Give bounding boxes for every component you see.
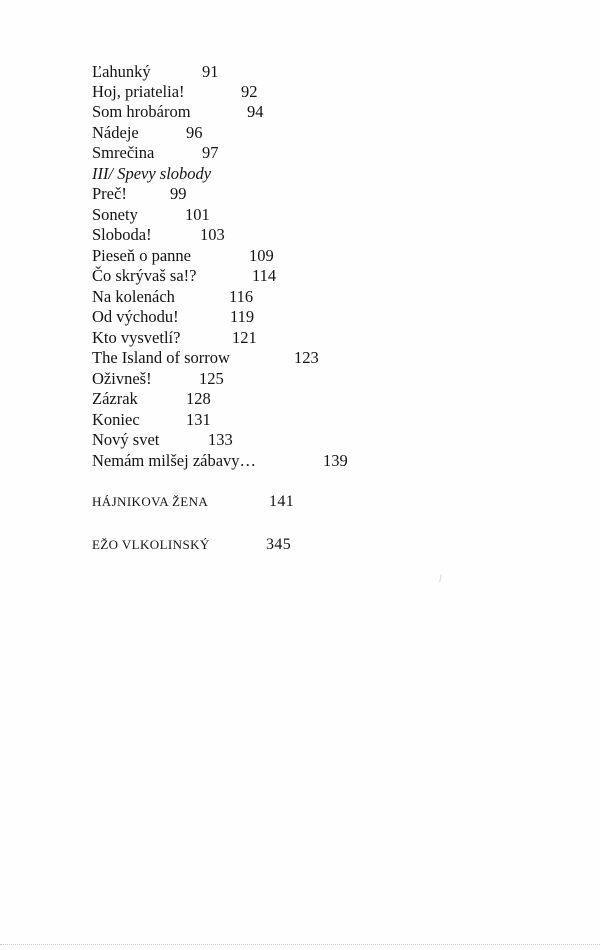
entry-title: Nádeje xyxy=(92,123,139,142)
entry-page-number: 131 xyxy=(186,410,211,429)
entry-title: Oživneš! xyxy=(92,369,152,388)
entry-page-number: 128 xyxy=(186,389,211,408)
entry-page-number: 114 xyxy=(252,266,277,285)
work-title: EŽO VLKOLINSKÝ xyxy=(92,537,210,552)
work-title: HÁJNIKOVA ŽENA xyxy=(92,494,209,509)
work-page-number: 141 xyxy=(269,493,295,510)
entry-page-number: 139 xyxy=(323,451,348,470)
entry-page-number: 101 xyxy=(185,205,210,224)
entry-title: Kto vysvetlí? xyxy=(92,328,181,347)
entry-page-number: 91 xyxy=(202,62,219,81)
entry-title: Smrečina xyxy=(92,143,155,162)
entry-title: Na kolenách xyxy=(92,287,175,306)
entry-title: Od východu! xyxy=(92,307,179,326)
entry-page-number: 116 xyxy=(229,287,254,306)
toc-entry xyxy=(92,82,258,102)
work-page-number: 345 xyxy=(266,536,292,553)
entry-title: Ľahunký xyxy=(92,62,151,81)
toc-entry xyxy=(92,348,319,368)
entry-title: Pieseň o panne xyxy=(92,246,191,265)
entry-page-number: 92 xyxy=(241,82,258,101)
entry-title: Sonety xyxy=(92,205,138,224)
toc-work-entry xyxy=(92,492,295,512)
toc-entry xyxy=(92,225,225,245)
toc-entry xyxy=(92,307,255,327)
toc-entry xyxy=(92,287,254,307)
entry-title: Nemám milšej zábavy… xyxy=(92,451,257,470)
entry-title: The Island of sorrow xyxy=(92,348,230,367)
entry-page-number: 133 xyxy=(208,430,233,449)
entry-page-number: 97 xyxy=(202,143,219,162)
entry-title: Hoj, priatelia! xyxy=(92,82,185,101)
entry-page-number: 121 xyxy=(232,328,257,347)
entry-title: Som hrobárom xyxy=(92,102,191,121)
entry-page-number: 99 xyxy=(170,184,187,203)
toc-entry xyxy=(92,62,219,82)
entry-page-number: 119 xyxy=(230,307,255,326)
toc-entry xyxy=(92,451,348,471)
toc-entry xyxy=(92,205,210,225)
toc-entry xyxy=(92,102,264,122)
entry-title: Sloboda! xyxy=(92,225,152,244)
entry-page-number: 109 xyxy=(249,246,274,265)
entry-page-number: 96 xyxy=(186,123,203,142)
toc-entry xyxy=(92,123,203,143)
entry-page-number: 123 xyxy=(294,348,319,367)
entry-page-number: 103 xyxy=(200,225,225,244)
entry-title: Nový svet xyxy=(92,430,160,449)
toc-entry xyxy=(92,246,274,266)
entry-title: Preč! xyxy=(92,184,127,203)
entry-page-number: 125 xyxy=(199,369,224,388)
toc-entry xyxy=(92,369,224,389)
toc-entry xyxy=(92,143,219,163)
toc-entry xyxy=(92,430,233,450)
entry-title: Čo skrývaš sa!? xyxy=(92,266,197,285)
entry-title: Zázrak xyxy=(92,389,138,408)
toc-entry xyxy=(92,266,277,286)
toc-entry xyxy=(92,410,211,430)
toc-work-entry xyxy=(92,535,292,555)
section-heading-title: III/ Spevy slobody xyxy=(92,164,212,183)
toc-entry xyxy=(92,328,257,348)
toc-entry xyxy=(92,389,211,409)
toc-entry xyxy=(92,184,187,204)
section-heading xyxy=(92,164,211,184)
paper-speck xyxy=(439,574,442,582)
page-bottom-edge xyxy=(0,944,600,945)
entry-title: Koniec xyxy=(92,410,140,429)
entry-page-number: 94 xyxy=(247,102,264,121)
